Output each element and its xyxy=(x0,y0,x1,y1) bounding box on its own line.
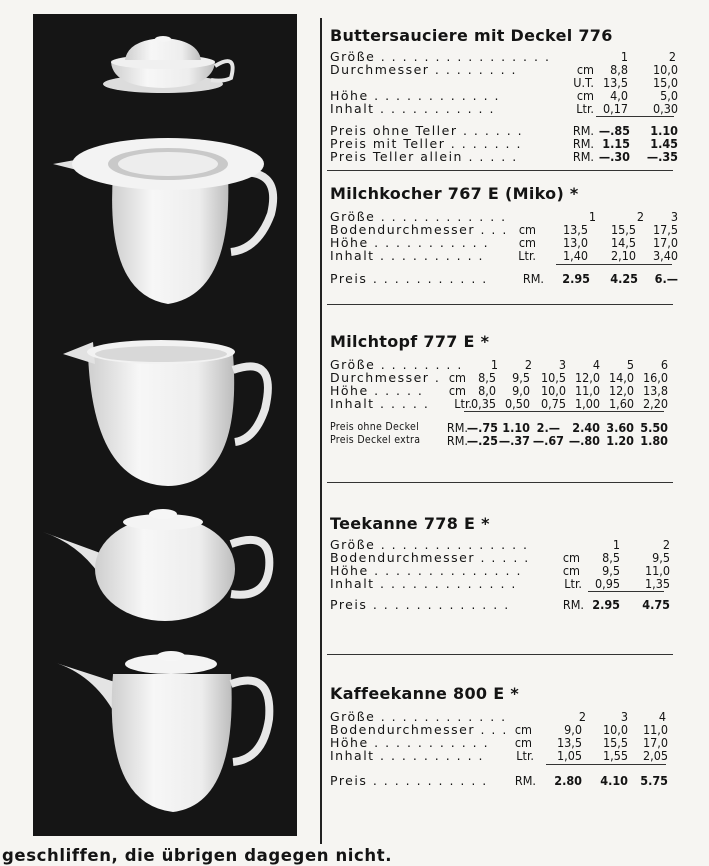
cell: 12,0 xyxy=(608,383,634,398)
unit: cm xyxy=(514,722,532,737)
cell: 2.95 xyxy=(592,597,620,612)
cell: 13,5 xyxy=(556,735,582,750)
unit: RM. xyxy=(572,149,594,164)
cell: 9,5 xyxy=(602,563,620,578)
cell: 1,60 xyxy=(608,396,634,411)
unit: cm xyxy=(576,88,594,103)
cell: 2 xyxy=(636,209,644,224)
cell: 1 xyxy=(490,357,498,372)
porcelain-illustration xyxy=(33,14,297,836)
cell: 6.— xyxy=(654,271,678,286)
cell: —.75 xyxy=(466,420,498,435)
cell: 2.40 xyxy=(572,420,600,435)
row-label: Inhalt . . . . . . . . . . xyxy=(330,248,485,263)
spec-row-volume xyxy=(330,577,690,590)
product-photo-panel xyxy=(33,14,297,836)
cell: 13,0 xyxy=(562,235,588,250)
cell: 9,0 xyxy=(564,722,582,737)
cell: 0,35 xyxy=(470,396,496,411)
cell: 0,17 xyxy=(602,101,628,116)
row-label: Inhalt . . . . . xyxy=(330,396,430,411)
footer-text: geschliffen, die übrigen dagegen nicht. xyxy=(2,846,393,865)
unit: RM. xyxy=(572,123,594,138)
cell: 2.80 xyxy=(554,773,582,788)
unit: RM. xyxy=(446,420,468,435)
unit: cm xyxy=(562,550,580,565)
price-row xyxy=(330,434,690,447)
cell: 11,0 xyxy=(574,383,600,398)
row-label: Preis Teller allein . . . . . xyxy=(330,149,518,164)
spec-row-volume xyxy=(330,102,690,115)
spec-row-volume xyxy=(330,397,690,410)
cell: 6 xyxy=(660,357,668,372)
milchtopf-image xyxy=(63,340,268,486)
cell: 3 xyxy=(620,709,628,724)
cell: 11,0 xyxy=(642,722,668,737)
cell: 2,10 xyxy=(610,248,636,263)
unit: RM. xyxy=(522,271,544,286)
cell: 4,0 xyxy=(610,88,628,103)
row-label: Höhe . . . . . xyxy=(330,383,424,398)
cell: —.80 xyxy=(568,433,600,448)
unit: cm xyxy=(514,735,532,750)
spec-row-diameter xyxy=(330,63,690,76)
cell: 15,5 xyxy=(602,735,628,750)
row-label: Höhe . . . . . . . . . . . . . . xyxy=(330,563,522,578)
unit: cm xyxy=(518,222,536,237)
row-label: Durchmesser . . . . . . . . xyxy=(330,62,518,77)
section-divider xyxy=(327,170,673,171)
row-label: Durchmesser . xyxy=(330,370,441,385)
price-list-panel xyxy=(320,18,696,844)
milchkocher-image xyxy=(53,138,273,304)
row-label: Größe . . . . . . . . . . . . xyxy=(330,209,507,224)
row-label: Größe . . . . . . . . . . . . . . xyxy=(330,537,529,552)
cell: 14,0 xyxy=(608,370,634,385)
row-label: Bodendurchmesser . . . . . xyxy=(330,550,530,565)
cell: —.85 xyxy=(598,123,630,138)
cell: 9,0 xyxy=(512,383,530,398)
row-label: Inhalt . . . . . . . . . . . . . xyxy=(330,576,517,591)
row-label: Preis Deckel extra xyxy=(330,434,421,446)
unit: U.T. xyxy=(573,75,594,90)
cell: 2 xyxy=(578,709,586,724)
cell: 17,0 xyxy=(652,235,678,250)
unit: Ltr. xyxy=(564,576,582,591)
row-label: Preis ohne Teller . . . . . . xyxy=(330,123,524,138)
row-label: Größe . . . . . . . . . . . . . . . . xyxy=(330,49,551,64)
underline-rule xyxy=(546,764,666,765)
unit: Ltr. xyxy=(518,248,536,263)
kaffeekanne-image xyxy=(53,651,269,812)
unit: cm xyxy=(448,383,466,398)
cell: 1 xyxy=(620,49,628,64)
cell: —.25 xyxy=(466,433,498,448)
unit: Ltr. xyxy=(516,748,534,763)
section-title: Buttersauciere mit Deckel 776 xyxy=(330,26,613,45)
underline-rule xyxy=(596,116,674,117)
unit: RM. xyxy=(514,773,536,788)
cell: 2 xyxy=(668,49,676,64)
price-row xyxy=(330,598,690,611)
cell: 1.10 xyxy=(650,123,678,138)
cell: 0,30 xyxy=(652,101,678,116)
cell: 1,40 xyxy=(562,248,588,263)
cell: 8,8 xyxy=(610,62,628,77)
cell: 17,5 xyxy=(652,222,678,237)
cell: 10,0 xyxy=(540,383,566,398)
cell: 11,0 xyxy=(644,563,670,578)
cell: 2,20 xyxy=(642,396,668,411)
cell: 14,5 xyxy=(610,235,636,250)
section-divider xyxy=(327,482,673,483)
row-label: Preis mit Teller . . . . . . . xyxy=(330,136,522,151)
cell: 8,5 xyxy=(602,550,620,565)
unit: RM. xyxy=(562,597,584,612)
section-title: Milchkocher 767 E (Miko) * xyxy=(330,184,579,203)
cell: 9,5 xyxy=(512,370,530,385)
cell: 10,0 xyxy=(602,722,628,737)
cell: 3.60 xyxy=(606,420,634,435)
cell: 10,5 xyxy=(540,370,566,385)
row-label: Preis . . . . . . . . . . . . . xyxy=(330,597,510,612)
section-divider xyxy=(327,654,673,655)
cell: 5.75 xyxy=(640,773,668,788)
cell: 5.50 xyxy=(640,420,668,435)
butter-sauciere-image xyxy=(103,36,233,93)
price-row xyxy=(330,150,690,163)
cell: 15,5 xyxy=(610,222,636,237)
cell: 4.75 xyxy=(642,597,670,612)
section-title: Milchtopf 777 E * xyxy=(330,332,490,351)
row-label: Inhalt . . . . . . . . . . xyxy=(330,748,485,763)
row-label: Höhe . . . . . . . . . . . xyxy=(330,235,490,250)
cell: 0,95 xyxy=(594,576,620,591)
cell: 12,0 xyxy=(574,370,600,385)
cell: 1.15 xyxy=(602,136,630,151)
price-row xyxy=(330,272,690,285)
underline-rule xyxy=(588,591,664,592)
row-label: Höhe . . . . . . . . . . . . xyxy=(330,88,501,103)
cell: 2 xyxy=(524,357,532,372)
cell: —.67 xyxy=(532,433,564,448)
cell: 1.45 xyxy=(650,136,678,151)
cell: 1,00 xyxy=(574,396,600,411)
cell: 8,0 xyxy=(478,383,496,398)
cell: 4.25 xyxy=(610,271,638,286)
cell: 4.10 xyxy=(600,773,628,788)
cell: 1,05 xyxy=(556,748,582,763)
cell: 10,0 xyxy=(652,62,678,77)
price-row xyxy=(330,774,690,787)
cell: 13,8 xyxy=(642,383,668,398)
cell: 13,5 xyxy=(562,222,588,237)
cell: —.37 xyxy=(498,433,530,448)
row-label: Preis . . . . . . . . . . . xyxy=(330,271,488,286)
row-label: Bodendurchmesser . . . xyxy=(330,722,508,737)
cell: 4 xyxy=(658,709,666,724)
cell: 17,0 xyxy=(642,735,668,750)
row-label: Preis ohne Deckel xyxy=(330,421,420,433)
row-label: Inhalt . . . . . . . . . . . xyxy=(330,101,495,116)
cell: 2,05 xyxy=(642,748,668,763)
cell: 3,40 xyxy=(652,248,678,263)
cell: 5,0 xyxy=(660,88,678,103)
cell: 1.80 xyxy=(640,433,668,448)
cell: 2 xyxy=(662,537,670,552)
cell: 1 xyxy=(588,209,596,224)
cell: 8,5 xyxy=(478,370,496,385)
unit: cm xyxy=(448,370,466,385)
cell: 15,0 xyxy=(652,75,678,90)
cell: 16,0 xyxy=(642,370,668,385)
teekanne-image xyxy=(43,509,269,621)
cell: 1 xyxy=(612,537,620,552)
row-label: Bodendurchmesser . . . xyxy=(330,222,508,237)
row-label: Höhe . . . . . . . . . . . xyxy=(330,735,490,750)
cell: 0,75 xyxy=(540,396,566,411)
cell: —.35 xyxy=(646,149,678,164)
spec-row-volume xyxy=(330,249,690,262)
unit: RM. xyxy=(446,433,468,448)
unit: RM. xyxy=(572,136,594,151)
cell: 2.— xyxy=(536,420,560,435)
underline-rule xyxy=(464,411,664,412)
cell: 1.20 xyxy=(606,433,634,448)
cell: 3 xyxy=(558,357,566,372)
unit: cm xyxy=(562,563,580,578)
unit: Ltr. xyxy=(576,101,594,116)
row-label: Größe . . . . . . . . xyxy=(330,357,463,372)
row-label: Größe . . . . . . . . . . . . xyxy=(330,709,507,724)
cell: 1,55 xyxy=(602,748,628,763)
cell: 1,35 xyxy=(644,576,670,591)
cell: 4 xyxy=(592,357,600,372)
cell: 3 xyxy=(670,209,678,224)
spec-row-volume xyxy=(330,749,690,762)
cell: 2.95 xyxy=(562,271,590,286)
underline-rule xyxy=(556,264,672,265)
unit: cm xyxy=(518,235,536,250)
unit: cm xyxy=(576,62,594,77)
section-title: Teekanne 778 E * xyxy=(330,514,490,533)
cell: —.30 xyxy=(598,149,630,164)
row-label: Preis . . . . . . . . . . . xyxy=(330,773,488,788)
cell: 0,50 xyxy=(504,396,530,411)
section-title: Kaffeekanne 800 E * xyxy=(330,684,519,703)
unit: Ltr. xyxy=(454,396,472,411)
cell: 9,5 xyxy=(652,550,670,565)
section-divider xyxy=(327,304,673,305)
cell: 5 xyxy=(626,357,634,372)
cell: 1.10 xyxy=(502,420,530,435)
cell: 13,5 xyxy=(602,75,628,90)
